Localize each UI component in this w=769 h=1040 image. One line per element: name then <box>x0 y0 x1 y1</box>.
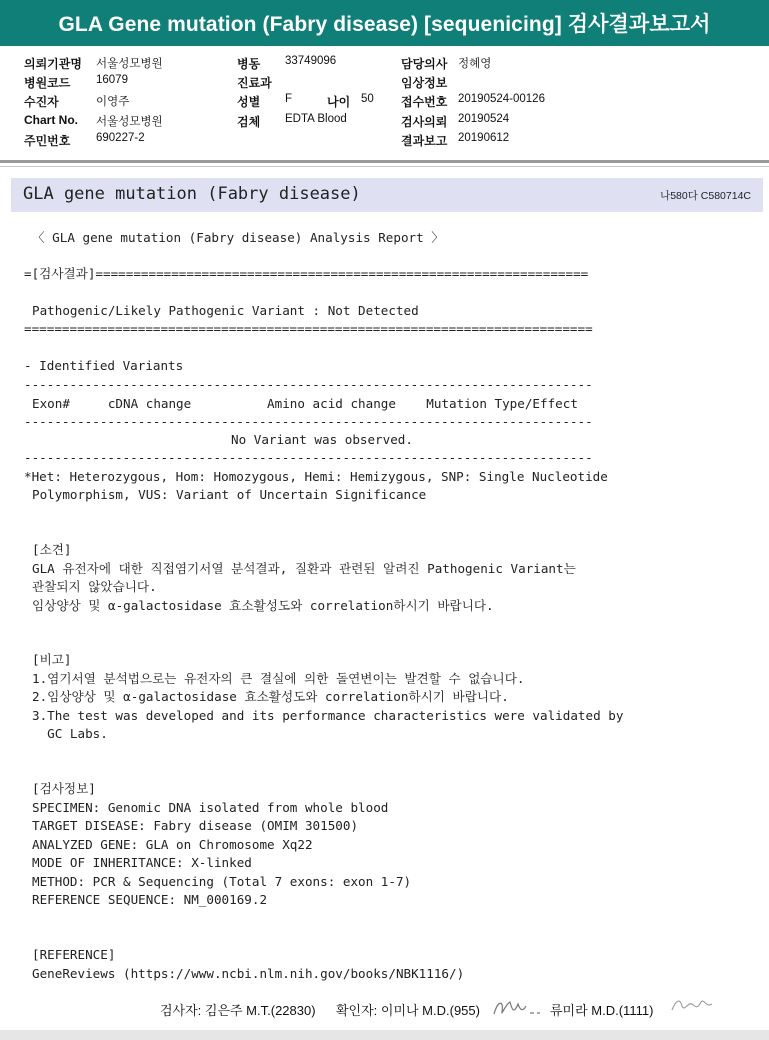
info-value: 33749096 <box>285 55 337 67</box>
test-info-text: MODE OF INHERITANCE: X-linked <box>32 855 252 870</box>
test-info-text: ANALYZED GENE: GLA on Chromosome Xq22 <box>32 837 313 852</box>
info-row <box>0 74 769 93</box>
info-label: 결과보고 <box>401 134 448 148</box>
info-value: 20190524 <box>458 113 510 125</box>
info-label: 임상정보 <box>401 76 448 90</box>
remarks-text: 1.염기서열 분석법으로는 유전자의 큰 결실에 의한 돌연변이는 발견할 수 없습니다. <box>32 671 525 686</box>
info-label: 의뢰기관명 <box>24 57 82 71</box>
test-info-text: REFERENCE SEQUENCE: NM_000169.2 <box>32 892 268 907</box>
info-row <box>0 93 769 112</box>
info-label: 담당의사 <box>401 57 448 71</box>
table-rule: --------------------------------------------------------------------------- <box>24 450 593 465</box>
reference-heading: [REFERENCE] <box>32 947 116 962</box>
report-title: GLA Gene mutation (Fabry disease) [sequenicing] 검사결과보고서 <box>0 0 769 46</box>
info-row <box>0 55 769 74</box>
info-label: 병원코드 <box>24 76 71 90</box>
verifier-signature <box>490 996 542 1020</box>
age-label: 나이 <box>327 95 351 109</box>
second-reviewer: 류미라 M.D.(1111) <box>550 1003 654 1018</box>
info-value: 16079 <box>96 74 128 86</box>
section-header <box>11 178 763 212</box>
patient-info <box>0 55 769 155</box>
report-heading: 〈 GLA gene mutation (Fabry disease) Analysis Report 〉 <box>32 230 444 245</box>
findings-heading: [소견] <box>32 542 72 557</box>
info-label: 주민번호 <box>24 134 71 148</box>
test-info-text: METHOD: PCR & Sequencing (Total 7 exons: exon 1-7) <box>32 874 412 889</box>
remarks-text: 2.임상양상 및 α-galactosidase 효소활성도와 correlation하시기 바랍니다. <box>32 689 509 704</box>
table-rule: --------------------------------------------------------------------------- <box>24 377 593 392</box>
info-row <box>0 113 769 132</box>
info-value: 20190612 <box>458 132 510 144</box>
test-info-heading: [검사정보] <box>32 781 96 796</box>
info-label: 수진자 <box>24 95 59 109</box>
findings-text: GLA 유전자에 대한 직접염기서열 분석결과, 질환과 관련된 알려진 Pathogenic Variant는 <box>32 561 576 576</box>
second-reviewer-signature <box>668 994 716 1018</box>
result-separator: =========================================================================== <box>24 321 593 336</box>
age-value: 50 <box>361 93 374 105</box>
page-bottom-band <box>0 1030 769 1040</box>
no-variant-text: No Variant was observed. <box>231 432 413 447</box>
remarks-text: GC Labs. <box>32 726 108 741</box>
info-label: 진료과 <box>237 76 272 90</box>
info-label: Chart No. <box>24 113 78 127</box>
remarks-text: 3.The test was developed and its performance characteristics were validated by <box>32 708 624 723</box>
divider <box>0 160 769 163</box>
info-value: 20190524-00126 <box>458 93 545 105</box>
test-info-text: TARGET DISEASE: Fabry disease (OMIM 301500) <box>32 818 359 833</box>
reference-link: GeneReviews (https://www.ncbi.nlm.nih.gov/books/NBK1116/) <box>32 966 465 981</box>
info-label: 병동 <box>237 57 261 71</box>
info-value: 정혜영 <box>458 58 492 70</box>
test-code: 나580다 C580714C <box>660 190 751 202</box>
info-label: 검체 <box>237 115 261 129</box>
remarks-heading: [비고] <box>32 652 72 667</box>
divider <box>0 166 769 167</box>
verifier: 확인자: 이미나 M.D.(955) <box>336 1003 480 1018</box>
abbreviation-note: *Het: Heterozygous, Hom: Homozygous, Hemi: Hemizygous, SNP: Single Nucleotide <box>24 469 608 484</box>
info-row <box>0 132 769 151</box>
findings-text: 관찰되지 않았습니다. <box>32 579 157 594</box>
examiner: 검사자: 김은주 M.T.(22830) <box>160 1003 316 1018</box>
result-summary: Pathogenic/Likely Pathogenic Variant : Not Detected <box>32 303 419 318</box>
info-label: 접수번호 <box>401 95 448 109</box>
variants-heading: - Identified Variants <box>24 358 184 373</box>
variants-table-header: Exon# cDNA change Amino acid change Mutation Type/Effect <box>32 396 578 411</box>
info-value: F <box>285 93 293 105</box>
info-value: 690227-2 <box>96 132 145 144</box>
info-value: EDTA Blood <box>285 113 347 125</box>
test-info-text: SPECIMEN: Genomic DNA isolated from whole blood <box>32 800 389 815</box>
abbreviation-note: Polymorphism, VUS: Variant of Uncertain Significance <box>32 487 427 502</box>
info-value: 이영주 <box>96 96 130 108</box>
table-rule: --------------------------------------------------------------------------- <box>24 414 593 429</box>
result-separator: =[검사결과]================================================================= <box>24 266 589 281</box>
section-title: GLA gene mutation (Fabry disease) <box>23 184 361 204</box>
findings-text: 임상양상 및 α-galactosidase 효소활성도와 correlation하시기 바랍니다. <box>32 598 494 613</box>
info-label: 성별 <box>237 95 261 109</box>
info-label: 검사의뢰 <box>401 115 448 129</box>
info-value: 서울성모병원 <box>96 58 163 70</box>
info-value: 서울성모병원 <box>96 116 163 128</box>
